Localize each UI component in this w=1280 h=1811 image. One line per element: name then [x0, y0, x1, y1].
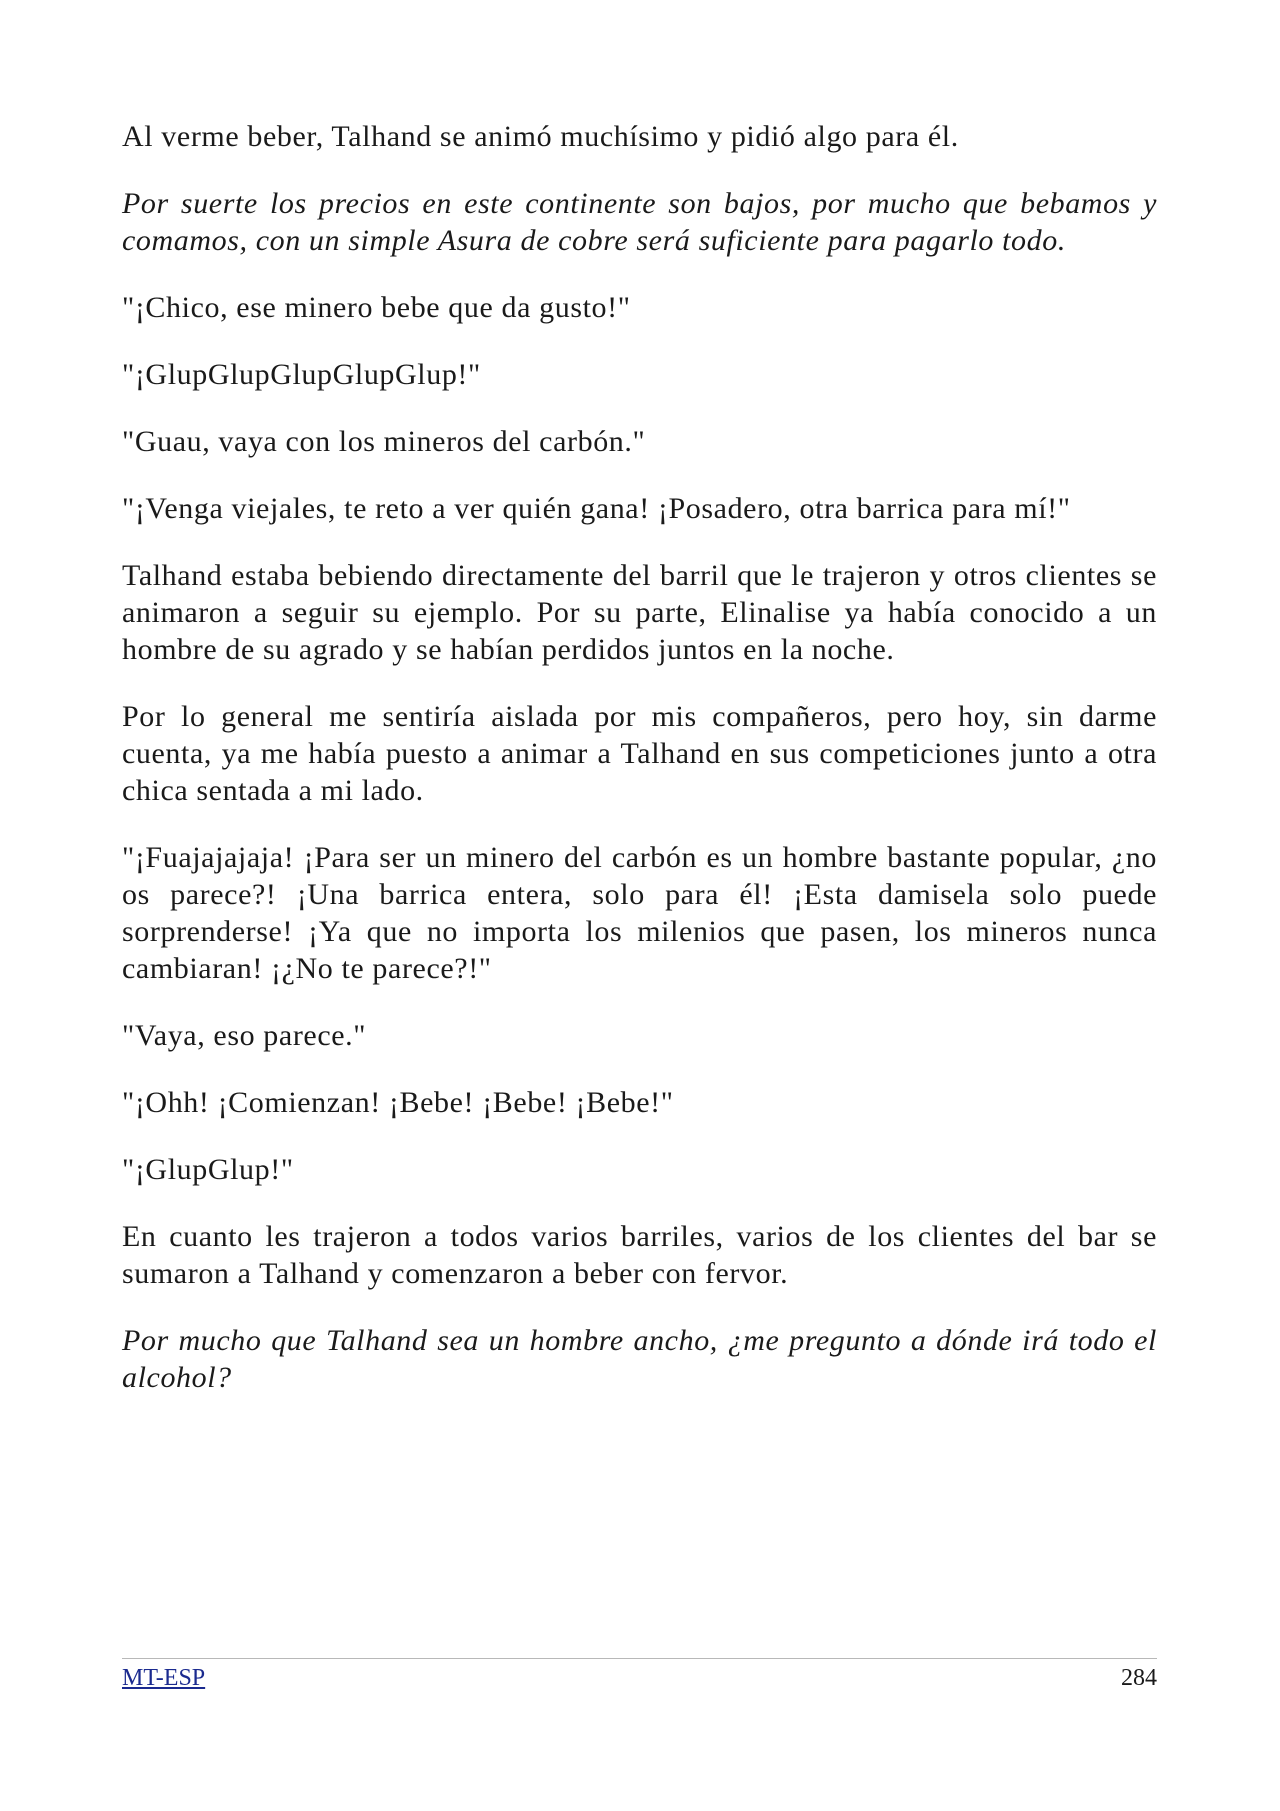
- paragraph: Al verme beber, Talhand se animó muchísimo y pidió algo para él.: [122, 120, 959, 153]
- paragraph: "Guau, vaya con los mineros del carbón.": [122, 425, 646, 458]
- paragraph: "¡Chico, ese minero bebe que da gusto!": [122, 291, 631, 324]
- paragraph: Por lo general me sentiría aislada por mis compañeros, pero hoy, sin darme cuenta, ya me había puesto a animar a Talhand en sus competiciones junto a otra chica sentada a mi lado.: [122, 700, 1157, 807]
- page-footer: [122, 1658, 1157, 1693]
- paragraph: En cuanto les trajeron a todos varios barriles, varios de los clientes del bar se sumaron a Talhand y comenzaron a beber con fervor.: [122, 1220, 1157, 1290]
- paragraph: "¡Fuajajajaja! ¡Para ser un minero del carbón es un hombre bastante popular, ¿no os parece?! ¡Una barrica entera, solo para él! ¡Esta damisela solo puede sorprenderse! ¡Ya que no importa los milenios que pasen, los mineros nunca cambiaran! ¡¿No te parece?!": [122, 841, 1157, 985]
- footer-row: [122, 1663, 1157, 1693]
- footer-site-link[interactable]: MT-ESP: [122, 1665, 206, 1691]
- paragraph: Talhand estaba bebiendo directamente del barril que le trajeron y otros clientes se animaron a seguir su ejemplo. Por su parte, Elinalise ya había conocido a un hombre de su agrado y se habían perdidos juntos en la noche.: [122, 559, 1157, 666]
- paragraph: "¡Ohh! ¡Comienzan! ¡Bebe! ¡Bebe! ¡Bebe!": [122, 1086, 674, 1119]
- paragraph: "¡GlupGlup!": [122, 1153, 294, 1186]
- paragraph: "¡Venga viejales, te reto a ver quién gana! ¡Posadero, otra barrica para mí!": [122, 492, 1071, 525]
- paragraph: "¡GlupGlupGlupGlupGlup!": [122, 358, 481, 391]
- paragraph: "Vaya, eso parece.": [122, 1019, 367, 1052]
- footer-divider: [122, 1658, 1157, 1659]
- paragraph-italic: Por suerte los precios en este continente son bajos, por mucho que bebamos y comamos, con un simple Asura de cobre será suficiente para pagarlo todo.: [122, 187, 1157, 257]
- paragraph-italic: Por mucho que Talhand sea un hombre ancho, ¿me pregunto a dónde irá todo el alcohol?: [122, 1324, 1157, 1394]
- page-body: [122, 118, 1157, 1426]
- page-number: 284: [1121, 1665, 1157, 1691]
